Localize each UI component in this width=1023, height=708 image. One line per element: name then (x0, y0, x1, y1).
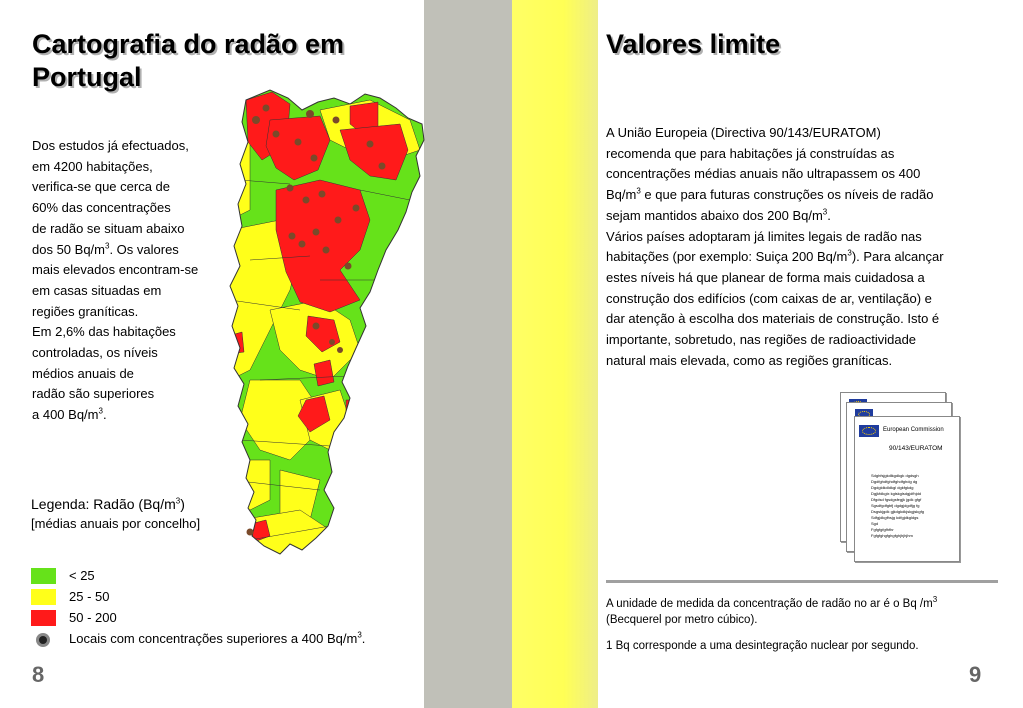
legend-title: Legenda: Radão $(Bq/m^3)$ (31, 496, 185, 512)
body-line: importante, sobretudo, nas regiões de radioactividade (606, 332, 917, 348)
right-page-title: Valores limite (606, 29, 781, 59)
intro-line: médios anuais de (32, 365, 134, 381)
title-line-2: Portugal (32, 62, 142, 92)
doc-sheet-front (854, 416, 960, 562)
intro-line: Dos estudos já efectuados, (32, 138, 189, 153)
intro-line: em casas situadas em (32, 282, 162, 298)
page-number-left: 8 (32, 662, 45, 687)
yellow-band (512, 0, 598, 708)
body-line: $Bq/m^3$ e que para futuras construções os níveis de radão (606, 186, 934, 203)
intro-line: mais elevados encontram-se (32, 262, 199, 278)
page-number-right: 9 (969, 662, 982, 687)
legend-label: < 25 (69, 568, 95, 583)
body-line: natural mais elevada, como as regiões graníticas. (606, 352, 893, 368)
intro-line: a 400 $Bq/m^3$. (32, 406, 107, 423)
legend-label: Locais com concentrações superiores a 400 $Bq/m^3$. (69, 630, 366, 646)
doc-code: 90/143/EURATOM (889, 445, 943, 452)
intro-line: dos 50 $Bq/m^3$. Os valores (32, 241, 179, 257)
body-line: dar atenção à escolha dos materiais de construção. Isto é (606, 311, 940, 327)
legend-label: 25 - 50 (69, 589, 110, 604)
legend-item-low (31, 567, 431, 585)
doc-body: Sdghfsjgkdlkgdkgk dgdsgh Dgdfghdfghdfghdfghdg dg Dgdgldkdldkgl dgkfgkdg Dgjkfdkglx kglskglsdgjdfhjdd Dfgdsd fgsdgsfegjk jgdk gfgf Sgsdfgdfgbfj dgdgjdgdfjg fg Dsgskjgdk gjkdgkdkjskgjskgfg Sdfgjdkgfhsjg kdfgjdkgldgs Sgd Fgfgfgfgfhfhr Fgfgfghgfghgfghjhjhjhm (871, 473, 924, 538)
dot-marker-icon (34, 631, 52, 649)
right-page-text (606, 123, 1006, 371)
notes-divider (606, 580, 998, 583)
body-line: concentrações médias anuais não ultrapassem os 400 (606, 166, 921, 182)
legend-item-mid (31, 588, 431, 606)
legend-swatch-green (31, 568, 56, 584)
legend-swatch-red (31, 610, 56, 626)
intro-text (32, 136, 232, 426)
intro-line: em 4200 habitações, (32, 158, 153, 174)
body-line: estes níveis há que planear de forma mais cuidadosa a (606, 269, 925, 285)
intro-line: verifica-se que cerca de (32, 179, 171, 195)
legend-label: 50 - 200 (69, 610, 117, 625)
body-line: Vários países adoptaram já limites legais de radão nas (606, 228, 922, 244)
body-line: sejam mantidos abaixo dos 200 $Bq/m^3$. (606, 207, 831, 223)
body-line: construção dos edifícios (com caixas de ar, ventilação) e (606, 290, 932, 306)
intro-line: 60% das concentrações (32, 200, 171, 216)
title-line-1: Cartografia do radão em (32, 29, 345, 59)
legend-item-high (31, 609, 431, 627)
footnote-unit: A unidade de medida da concentração de radão no ar é o Bq $/m^3$ (Becquerel por metro cúbico). 1 Bq corresponde a uma desintegração nuclear por segundo. (606, 595, 938, 652)
doc-header: European Commission (883, 427, 944, 433)
body-line: recomenda que para habitações já construídas as (606, 145, 895, 161)
intro-line: regiões graníticas. (32, 303, 139, 319)
intro-line: de radão se situam abaixo (32, 220, 185, 236)
eu-flag-icon (859, 425, 879, 437)
intro-line: controladas, os níveis (32, 345, 158, 361)
intro-line: Em 2,6% das habitações (32, 324, 176, 340)
directive-document-illustration (840, 392, 960, 562)
legend-subtitle: [médias anuais por concelho] (31, 516, 201, 531)
portugal-radon-map (210, 80, 432, 580)
intro-line: radão são superiores (32, 386, 155, 402)
gray-band (424, 0, 512, 708)
legend-item-dot (31, 630, 431, 648)
body-line: habitações (por exemplo: Suiça 200 $Bq/m^3$). Para alcançar (606, 248, 944, 265)
legend-swatch-yellow (31, 589, 56, 605)
body-line: A União Europeia (Directiva 90/143/EURATOM) (606, 125, 881, 140)
